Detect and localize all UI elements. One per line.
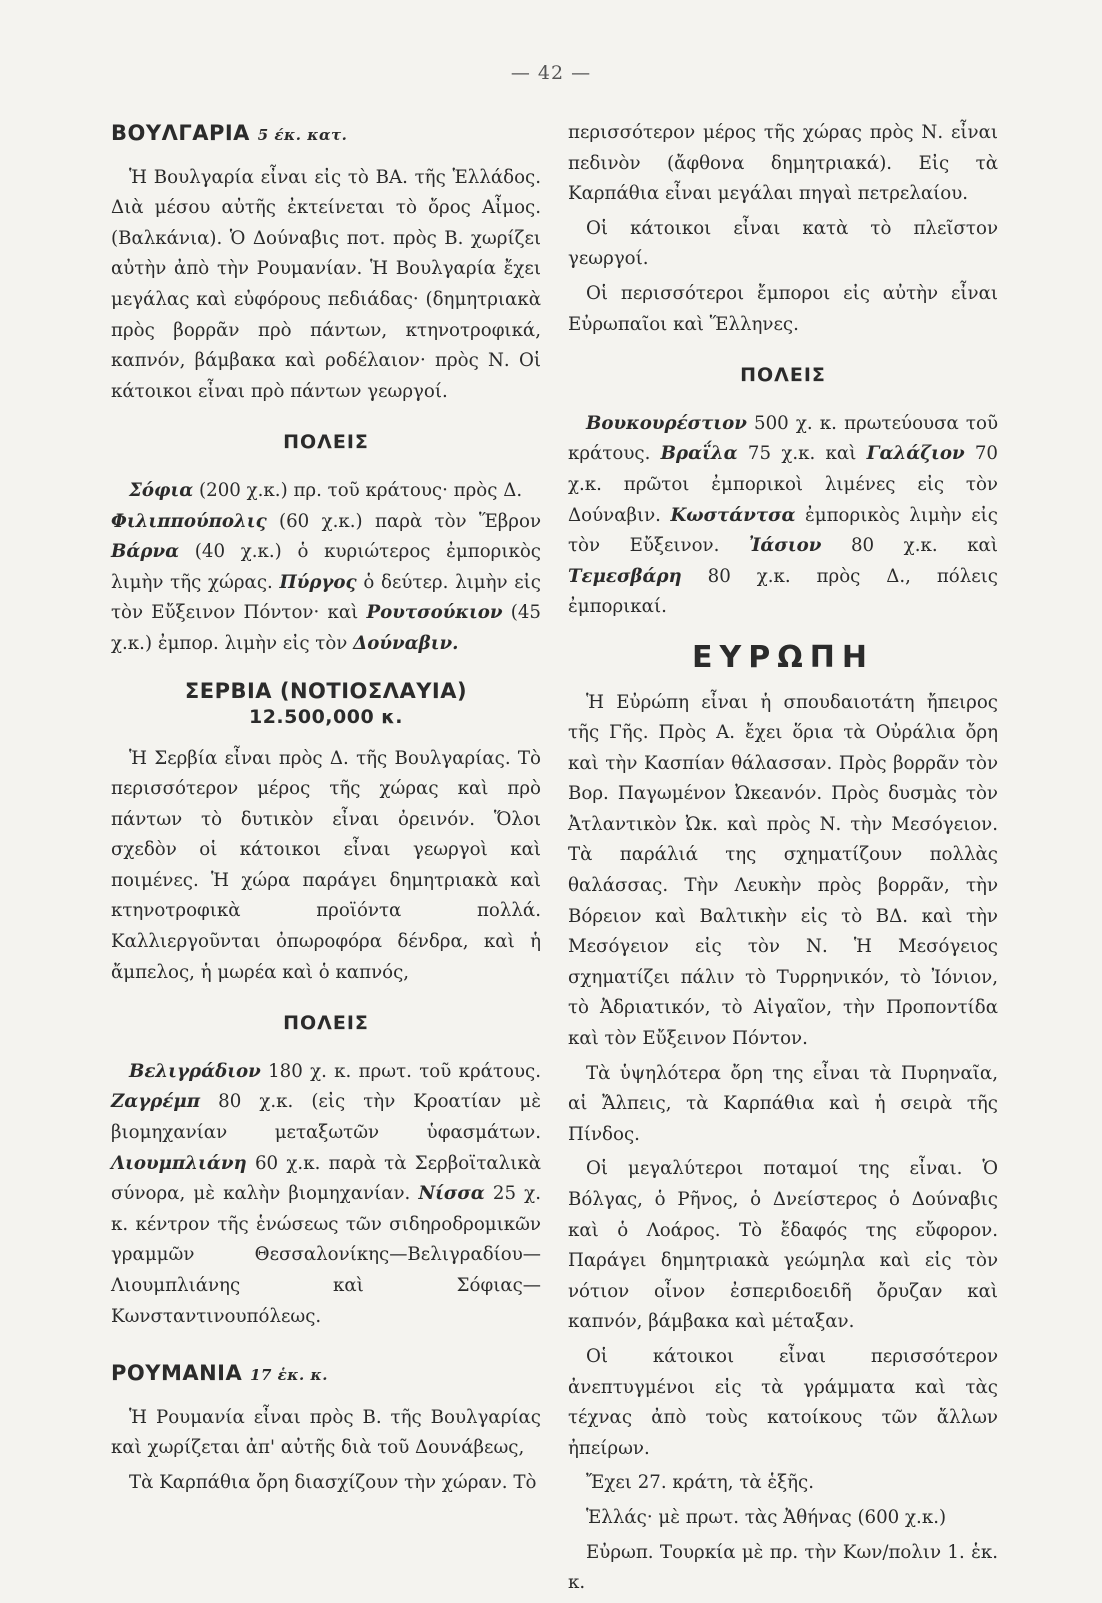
city-name: Βουκουρέστιον <box>586 412 747 434</box>
city-name: Κωστάντσα <box>670 504 796 526</box>
city-text: 80 χ.κ. καὶ <box>821 535 998 557</box>
serbia-heading <box>111 678 541 730</box>
europe-heading: ΕΥΡΩΠΗ <box>692 639 874 675</box>
serbia-cities-heading: ΠΟΛΕΙΣ <box>283 1012 369 1035</box>
bulgaria-description: Ἡ Βουλγαρία εἶναι εἰς τὸ ΒΑ. τῆς Ἑλλάδος. Διὰ μέσου αὐτῆς ἐκτείνεται τὸ ὄρος Αἶμος. (Βαλκάνια). Ὁ Δούναβις ποτ. πρὸς Β. χωρίζει αὐτὴν ἀπὸ τὴν Ρουμανίαν. Ἡ Βουλγαρία ἔχει μεγάλας καὶ εὐφόρους πεδιάδας· (δημητριακὰ πρὸς βορρᾶν πρὸ πάντων, κτηνοτροφικά, καπνόν, βάμβακα καὶ ροδέλαιον· πρὸς Ν. Οἱ κάτοικοι εἶναι πρὸ πάντων γεωργοί. <box>111 166 541 402</box>
romania-continued-3: Οἱ περισσότεροι ἔμποροι εἰς αὐτὴν εἶναι Εὐρωπαῖοι καὶ Ἕλληνες. <box>568 282 998 335</box>
serbia-description: Ἡ Σερβία εἶναι πρὸς Δ. τῆς Βουλγαρίας. Τὸ περισσότερον μέρος τῆς χώρας καὶ πρὸ πάντων τὸ δυτικὸν εἶναι ὀρεινόν. Ὅλοι σχεδὸν οἱ κάτοικοι εἶναι γεωργοὶ καὶ ποιμένες. Ἡ χώρα παράγει δημητριακὰ καὶ κτηνοτροφικὰ προϊόντα πολλά. Καλλιεργοῦνται ὀπωροφόρα δένδρα, καὶ ἡ ἄμπελος, ἡ μωρέα καὶ ὁ καπνός, <box>111 747 541 983</box>
romania-text-1: Ἡ Ρουμανία εἶναι πρὸς Β. τῆς Βουλγαρίας καὶ χωρίζεται ἀπ' αὐτῆς διὰ τοῦ Δουνάβεως, <box>111 1406 541 1459</box>
bulgaria-title: ΒΟΥΛΓΑΡΙΑ <box>111 121 250 145</box>
europe-paragraph-3: Οἱ μεγαλύτεροι ποταμοί της εἶναι. Ὁ Βόλγας, ὁ Ρῆνος, ὁ Δνείστερος ὁ Δούναβις καὶ ὁ Λοάρος. Τὸ ἔδαφός της εὔφορον. Παράγει δημητριακὰ γεώμηλα καὶ εἰς τὸν νότιον οἶνον ἐσπεριδοειδῆ ὄρυζαν καὶ καπνόν, βάμβακα καὶ μέταξαν. <box>568 1158 998 1333</box>
city-text: 500 χ. κ. πρωτεύουσα τοῦ κράτους. <box>568 412 998 465</box>
bulgaria-population: 5 έκ. κατ. <box>257 126 348 144</box>
romania-continued-2: Οἱ κάτοικοι εἶναι κατὰ τὸ πλεῖστον γεωργοί. <box>568 217 998 270</box>
europe-paragraph-4: Οἱ κάτοικοι εἶναι περισσότερον ἀνεπτυγμένοι εἰς τὰ γράμματα καὶ τὰς τέχνας ἀπὸ τοὺς κατοίκους τῶν ἄλλων ἠπείρων. <box>568 1345 998 1459</box>
right-column <box>568 118 998 1603</box>
serbia-title: ΣΕΡΒΙΑ (ΝΟΤΙΟΣΛΑΥΙΑ) <box>184 678 468 703</box>
city-name: Δούναβιν. <box>353 632 459 654</box>
city-text: 75 χ.κ. καὶ <box>737 443 867 465</box>
city-text: 80 χ.κ. πρὸς Δ., πόλεις ἐμπορικαί. <box>568 565 998 618</box>
romania-continued-1: περισσότερον μέρος τῆς χώρας πρὸς Ν. εἶναι πεδινὸν (ἄφθονα δημητριακά). Εἰς τὰ Καρπάθια εἶναι μεγάλαι πηγαὶ πετρελαίου. <box>568 122 998 205</box>
romania-title: ΡΟΥΜΑΝΙΑ <box>111 1361 243 1386</box>
europe-paragraph-2: Τὰ ὑψηλότερα ὄρη της εἶναι τὰ Πυρηναῖα, αἱ Ἄλπεις, τὰ Καρπάθια καὶ ἡ σειρὰ τῆς Πίνδος. <box>568 1062 998 1145</box>
city-name: Ζαγρέμπ <box>111 1091 201 1113</box>
city-text: 80 χ.κ. (εἰς τὴν Κροατίαν μὲ βιομηχανίαν μεταξωτῶν ὑφασμάτων. <box>111 1091 541 1144</box>
bulgaria-heading <box>111 118 541 151</box>
romania-population: 17 ἑκ. κ. <box>250 1366 328 1385</box>
romania-text-2: Τὰ Καρπάθια ὄρη διασχίζουν τὴν χώραν. Τὸ <box>129 1471 537 1493</box>
city-name: Βελιγράδιον <box>129 1060 261 1082</box>
europe-paragraph-5: Ἔχει 27. κράτη, τὰ ἑξῆς. <box>586 1472 815 1494</box>
page-number: — 42 — <box>510 62 592 84</box>
city-name: Ρουτσούκιον <box>366 602 503 624</box>
europe-paragraph-1: Ἡ Εὐρώπη εἶναι ἡ σπουδαιοτάτη ἤπειρος τῆς Γῆς. Πρὸς Α. ἔχει ὅρια τὰ Οὐράλια ὄρη καὶ τὴν Κασπίαν θάλασσαν. Πρὸς βορρᾶν τὸν Βορ. Παγωμένον Ὠκεανόν. Πρὸς δυσμὰς τὸν Ἀτλαντικὸν Ὠκ. καὶ πρὸς Ν. τὴν Μεσόγειον. Τὰ παράλιά της σχηματίζουν πολλὰς θαλάσσας. Τὴν Λευκὴν πρὸς βορρᾶν, τὴν Βόρειον καὶ Βαλτικὴν εἰς τὸ ΒΔ. καὶ τὴν Μεσόγειον εἰς τὸν Ν. Ἡ Μεσόγειος σχηματίζει πάλιν τὸ Τυρρηνικόν, τὸ Ἰόνιον, τὸ Ἀδριατικόν, τὸ Αἰγαῖον, τὴν Προποντίδα καὶ τὸν Εὔξεινον Πόντον. <box>568 691 998 1050</box>
bulgaria-cities-heading: ΠΟΛΕΙΣ <box>283 431 369 454</box>
city-name: Νίσσα <box>418 1183 485 1205</box>
city-name: Βραΐλα <box>660 443 738 465</box>
romania-heading <box>111 1358 541 1391</box>
romania-cities-heading: ΠΟΛΕΙΣ <box>740 364 826 387</box>
city-name: Φιλιππούπολις <box>111 510 267 532</box>
city-text: (200 χ.κ.) πρ. τοῦ κράτους· πρὸς Δ. <box>193 479 523 501</box>
serbia-population: 12.500,000 κ. <box>248 705 404 728</box>
city-text: 25 χ. κ. κέντρον τῆς ἑνώσεως τῶν σιδηροδρομικῶν γραμμῶν Θεσσαλονίκης—Βελιγραδίου—Λιουμπλιάνης καὶ Σόφιας—Κωνσταντινουπόλεως. <box>111 1183 541 1327</box>
city-name: Γαλάζιον <box>866 443 965 465</box>
city-text: ὁ δεύτερ. λιμὴν εἰς τὸν Εὔξεινον Πόντον· καὶ <box>111 571 541 624</box>
left-column <box>111 118 541 1503</box>
city-name: Βάρνα <box>111 541 180 563</box>
city-text: 180 χ. κ. πρωτ. τοῦ κράτους. <box>260 1060 541 1082</box>
city-name: Ἰάσιον <box>748 535 822 557</box>
serbia-cities <box>111 1057 541 1332</box>
city-text: ἐμπορικὸς λιμὴν εἰς τὸν Εὔξεινον. <box>568 504 998 557</box>
city-name: Σόφια <box>129 479 194 501</box>
city-text: 60 χ.κ. παρὰ τὰ Σερβοϊταλικὰ σύνορα, μὲ καλὴν βιομηχανίαν. <box>111 1152 541 1205</box>
city-name: Λιουμπλιάνη <box>111 1152 247 1174</box>
city-text: (45 χ.κ.) ἐμπορ. λιμὴν εἰς τὸν <box>111 602 541 654</box>
city-name: Πύργος <box>279 571 357 593</box>
bulgaria-cities <box>111 476 541 660</box>
city-text: (40 χ.κ.) ὁ κυριώτερος ἐμπορικὸς λιμὴν τῆς χώρας. <box>111 541 541 593</box>
europe-paragraph-7: Εὐρωπ. Τουρκία μὲ πρ. τὴν Κων/πολιν 1. ἑκ. κ. <box>568 1541 998 1594</box>
city-text: 70 χ.κ. πρῶτοι ἐμπορικοὶ λιμένες εἰς τὸν Δούναβιν. <box>568 443 998 526</box>
city-text: (60 χ.κ.) παρὰ τὸν Ἕβρον <box>266 510 541 532</box>
romania-cities <box>568 409 998 623</box>
city-name: Τεμεσβάρη <box>568 565 682 587</box>
europe-paragraph-6: Ἑλλάς· μὲ πρωτ. τὰς Ἀθήνας (600 χ.κ.) <box>586 1506 947 1528</box>
